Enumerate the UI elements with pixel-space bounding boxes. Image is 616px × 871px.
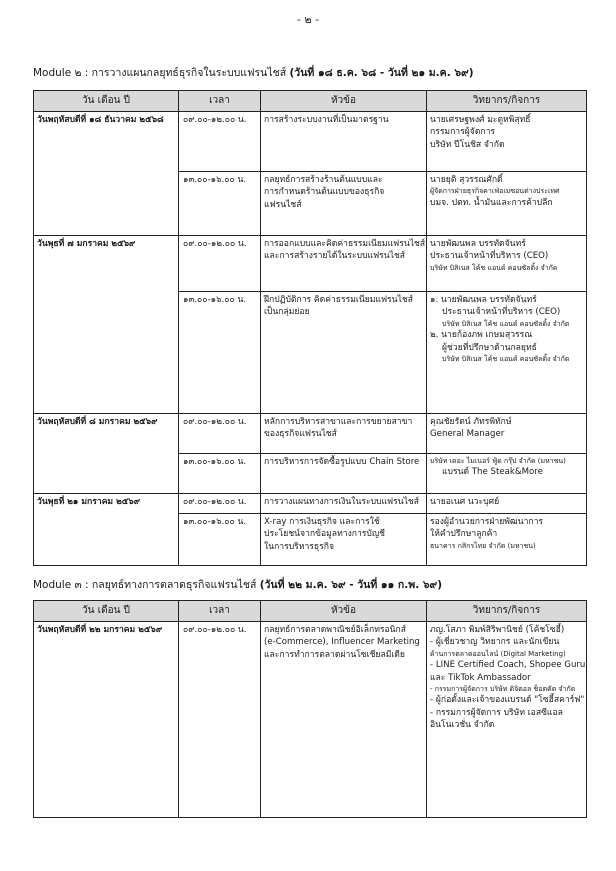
header-row — [34, 601, 587, 622]
speaker-line: ผู้ช่วยที่ปรึกษาด้านกลยุทธ์ — [442, 342, 537, 353]
time-cell: ๑๓.๐๐-๑๖.๐๐ น. — [179, 514, 261, 566]
time-cell: ๐๙.๐๐-๑๒.๐๐ น. — [179, 112, 261, 172]
speaker-line: รองผู้อำนวยการฝ่ายพัฒนาการ — [430, 517, 544, 527]
topic-line: การสร้างระบบงานที่เป็นมาตรฐาน — [264, 115, 389, 125]
date-cell: วันพุธที่ ๗ มกราคม ๒๕๖๙ — [34, 236, 179, 414]
time-cell: ๑๓.๐๐-๑๖.๐๐ น. — [179, 292, 261, 414]
speaker-line: กรรมการผู้จัดการ — [430, 127, 496, 138]
speaker-line: บริษัท ปีโนชิส จำกัด — [430, 139, 505, 150]
date-cell: วันพฤหัสบดีที่ ๑๘ ธันวาคม ๒๕๖๘ — [34, 112, 179, 236]
topic-line: และการทำการตลาดผ่านโซเชียลมีเดีย — [264, 649, 405, 660]
topic-line: (e-Commerce), Influencer Marketing — [264, 637, 420, 648]
speaker-line: คุณชัยรัตน์ ภัทรพิทักษ์ — [430, 417, 512, 427]
header-topic: หัวข้อ — [261, 601, 427, 622]
speaker-line: บริษัท บิสิเนส โค้ช แอนด์ คอนซัลติ้ง จำกัด — [442, 319, 570, 328]
speaker-line: General Manager — [430, 429, 505, 440]
table-row — [34, 112, 587, 172]
header-date: วัน เดือน ปี — [34, 601, 179, 622]
speaker-line: บริษัท บิสิเนส โค้ช แอนด์ คอนซัลติ้ง จำกัด — [430, 263, 558, 272]
topic-line: การกำหนดร้านต้นแบบของธุรกิจ — [264, 187, 385, 198]
speaker-cell — [427, 172, 587, 236]
page-number: - ๒ - — [296, 13, 320, 26]
speaker-cell — [427, 292, 587, 414]
time-cell: ๑๓.๐๐-๑๖.๐๐ น. — [179, 454, 261, 494]
time-cell: ๐๙.๐๐-๑๒.๐๐ น. — [179, 236, 261, 292]
speaker-line: แบรนด์ The Steak&More — [442, 467, 543, 478]
speaker-line: - กรรมการผู้จัดการ บริษัท ดิจิตอล ช็อตคัต จำกัด — [430, 684, 576, 693]
topic-line: ของธุรกิจแฟรนไชส์ — [264, 429, 337, 440]
topic-line: ฝึกปฏิบัติการ คิดค่าธรรมเนียมแฟรนไชส์ — [264, 295, 413, 305]
speaker-cell — [427, 622, 587, 818]
speaker-line: - ผู้ก่อตั้งและเจ้าของแบรนด์ "โซฮี้สคาร์ฟ" — [430, 695, 585, 706]
topic-cell — [261, 494, 427, 514]
speaker-line: ภญ.โสภา พิมพ์สิริพานิชย์ (โค้ชโซฮี้) — [430, 625, 565, 635]
time-cell: ๑๓.๐๐-๑๖.๐๐ น. — [179, 172, 261, 236]
speaker-line: ประธานเจ้าหน้าที่บริหาร (CEO) — [430, 251, 549, 262]
topic-line: และการสร้างรายได้ในระบบแฟรนไชส์ — [264, 251, 406, 262]
speaker-line: นายยุติ สุวรรณศักดิ์ — [430, 175, 503, 185]
speaker-line: ให้คำปรึกษาลูกค้า — [430, 529, 498, 540]
header-speaker: วิทยากร/กิจการ — [427, 601, 587, 622]
date-cell: วันพุธที่ ๒๑ มกราคม ๒๕๖๙ — [34, 494, 179, 566]
header-time: เวลา — [179, 91, 261, 112]
topic-line: ประโยชน์จากข้อมูลทางการบัญชี — [264, 529, 386, 540]
module-3-schedule-table — [33, 600, 587, 818]
speaker-line: - กรรมการผู้จัดการ บริษัท เอสซีแอล — [430, 707, 563, 718]
table-row — [34, 414, 587, 454]
speaker-line: นายอเนศ นวะบุศย์ — [430, 497, 500, 507]
date-cell: วันพฤหัสบดีที่ ๘ มกราคม ๒๕๖๙ — [34, 414, 179, 494]
time-cell: ๐๙.๐๐-๑๒.๐๐ น. — [179, 622, 261, 818]
speaker-line: บริษัท บิสิเนส โค้ช แอนด์ คอนซัลติ้ง จำกัด — [442, 354, 570, 363]
topic-line: เป็นกลุ่มย่อย — [264, 307, 310, 318]
speaker-line: ธนาคาร กสิกรไทย จำกัด (มหาชน) — [430, 541, 536, 550]
topic-cell — [261, 292, 427, 414]
speaker-line: บมจ. ปตท. น้ำมันและการค้าปลีก — [430, 197, 553, 208]
speaker-line: อินโนเวชั่น จำกัด — [430, 720, 495, 730]
speaker-line: บริษัท เดอะ ไมเนอร์ ฟู้ด กรุ๊ป จำกัด (มหาชน) — [430, 457, 566, 465]
header-row — [34, 91, 587, 112]
module-2-title-prefix: Module ๒ : การวางแผนกลยุทธ์ธุรกิจในระบบแฟรนไชส์ — [33, 67, 287, 79]
topic-line: ในการบริหารธุรกิจ — [264, 541, 334, 552]
speaker-cell — [427, 494, 587, 514]
table-row — [34, 494, 587, 514]
topic-line: กลยุทธ์การตลาดพาณิชย์อิเล็กทรอนิกส์ — [264, 625, 406, 635]
module-3-title-prefix: Module ๓ : กลยุทธ์ทางการตลาดธุรกิจแฟรนไชส์ — [33, 579, 257, 591]
topic-cell — [261, 112, 427, 172]
topic-line: X-ray การเงินธุรกิจ และการใช้ — [264, 517, 380, 527]
speaker-line: นายพัฒนพล บรรทัดจันทร์ — [430, 239, 526, 249]
speaker-line: - ผู้เชี่ยวชาญ วิทยากร และนักเขียน — [430, 637, 560, 648]
topic-line: การบริหารการจัดซื้อรูปแบบ Chain Store — [264, 457, 420, 467]
topic-line: แฟรนไชส์ — [264, 199, 302, 210]
topic-cell — [261, 514, 427, 566]
speaker-cell — [427, 514, 587, 566]
module-3-title — [33, 576, 442, 593]
speaker-line: - LINE Certified Coach, Shopee Guru — [430, 660, 586, 671]
speaker-line: และ TikTok Ambassador — [430, 672, 531, 683]
topic-cell — [261, 236, 427, 292]
speaker-cell — [427, 236, 587, 292]
speaker-line: นายเศรษฐพงศ์ มะตูหพิสุทธิ์ — [430, 115, 531, 125]
speaker-cell — [427, 112, 587, 172]
module-2-title — [33, 64, 474, 81]
speaker-line: ๒. นายก้องภพ เกษมสุวรรณ — [430, 330, 533, 341]
time-cell: ๐๙.๐๐-๑๒.๐๐ น. — [179, 414, 261, 454]
module-3-title-dates: (วันที่ ๒๒ ม.ค. ๖๙ - วันที่ ๑๑ ก.พ. ๖๙) — [259, 579, 442, 591]
topic-line: การออกแบบและคิดค่าธรรมเนียมแฟรนไชส์ — [264, 239, 426, 249]
speaker-line: ๑. นายพัฒนพล บรรทัดจันทร์ — [430, 295, 537, 305]
date-cell: วันพฤหัสบดีที่ ๒๒ มกราคม ๒๕๖๙ — [34, 622, 179, 818]
header-date: วัน เดือน ปี — [34, 91, 179, 112]
header-speaker: วิทยากร/กิจการ — [427, 91, 587, 112]
speaker-cell — [427, 414, 587, 454]
header-time: เวลา — [179, 601, 261, 622]
header-topic: หัวข้อ — [261, 91, 427, 112]
topic-cell — [261, 172, 427, 236]
topic-cell — [261, 414, 427, 454]
topic-cell — [261, 454, 427, 494]
topic-line: กลยุทธ์การสร้างร้านต้นแบบและ — [264, 175, 383, 185]
speaker-line: ประธานเจ้าหน้าที่บริหาร (CEO) — [442, 307, 561, 318]
topic-line: การวางแผนทางการเงินในระบบแฟรนไชส์ — [264, 497, 420, 507]
speaker-line: ด้านการตลาดออนไลน์ (Digital Marketing) — [430, 649, 566, 658]
time-cell: ๐๙.๐๐-๑๒.๐๐ น. — [179, 494, 261, 514]
topic-line: หลักการบริหารสาขาและการขยายสาขา — [264, 417, 413, 427]
speaker-line: ผู้จัดการฝ่ายธุรกิจคาเฟ่อเมซอนต่างประเทศ — [430, 187, 560, 196]
table-row — [34, 236, 587, 292]
table-row — [34, 622, 587, 818]
topic-cell — [261, 622, 427, 818]
module-2-schedule-table — [33, 90, 587, 566]
speaker-cell — [427, 454, 587, 494]
module-2-title-dates: (วันที่ ๑๘ ธ.ค. ๖๘ - วันที่ ๒๑ ม.ค. ๖๙) — [289, 67, 474, 79]
